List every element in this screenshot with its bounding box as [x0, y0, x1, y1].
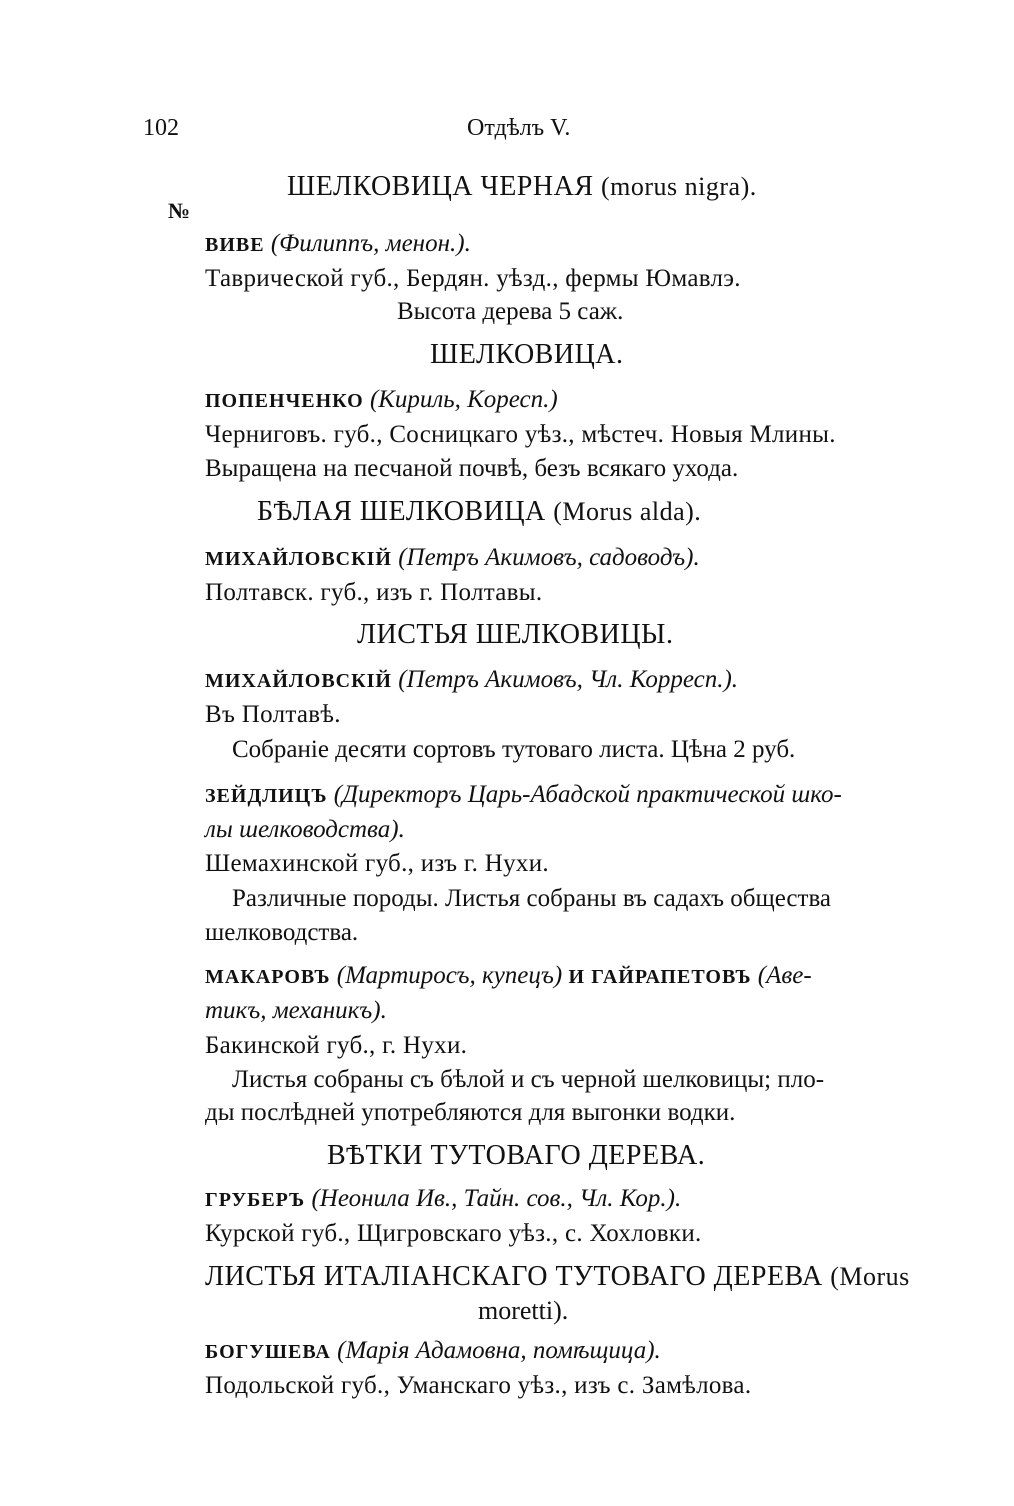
entry-note: Различные породы. Листья собраны въ садахъ общества	[232, 885, 832, 912]
exhibitor-description: (Марія Адамовна, помѣщица).	[337, 1337, 661, 1364]
exhibitor-description: (Мартиросъ, купецъ)	[336, 962, 563, 989]
exhibitor-name: ГРУБЕРЪ	[205, 1189, 306, 1211]
heading-text: БѢЛАЯ ШЕЛКОВИЦА	[257, 496, 546, 527]
section-header: Отдѣлъ V.	[467, 115, 571, 141]
entry-header	[205, 1336, 661, 1367]
exhibitor-name: ЗЕЙДЛИЦЪ	[205, 785, 328, 807]
entry-note: Выращена на песчаной почвѣ, безъ всякаго ухода.	[205, 455, 739, 482]
heading-black-mulberry	[287, 172, 757, 202]
heading-mulberry: ШЕЛКОВИЦА.	[430, 339, 624, 370]
entry-location: Подольской губ., Уманскаго уѣз., изъ с. Замѣлова.	[205, 1372, 752, 1399]
entry-header	[205, 961, 812, 992]
entry-location: Черниговъ. губ., Сосницкаго уѣз., мѣстеч. Новыя Млины.	[205, 421, 836, 448]
entry-header	[205, 385, 558, 416]
entry-header	[205, 780, 842, 811]
heading-text: ЛИСТЬЯ ИТАЛІАНСКАГО ТУТОВАГО ДЕРЕВА	[205, 1261, 823, 1292]
heading-latin: (Morus alda).	[553, 497, 702, 526]
entry-location: Полтавск. губ., изъ г. Полтавы.	[205, 579, 543, 606]
entry-location: Шемахинской губ., изъ г. Нухи.	[205, 850, 549, 877]
heading-text: ШЕЛКОВИЦА ЧЕРНАЯ	[287, 171, 594, 202]
entry-note-continued: шелководства.	[205, 919, 359, 946]
heading-latin-continued: moretti).	[478, 1296, 569, 1325]
exhibitor-description-continued: лы шелководства).	[205, 816, 405, 843]
heading-italian-mulberry-leaves	[205, 1262, 910, 1292]
entry-header	[205, 543, 700, 574]
entry-location: Таврической губ., Бердян. уѣзд., фермы Юмавлэ.	[205, 265, 741, 292]
heading-mulberry-branches: ВѢТКИ ТУТОВАГО ДЕРЕВА.	[327, 1140, 706, 1171]
number-mark: №	[168, 198, 191, 223]
exhibitor-name-second: ГАЙРАПЕТОВЪ	[591, 966, 752, 988]
exhibitor-description: (Филиппъ, менон.).	[270, 230, 471, 257]
exhibitor-name: МАКАРОВЪ	[205, 966, 331, 988]
exhibitor-name: ПОПЕНЧЕНКО	[205, 390, 364, 412]
entry-header	[205, 229, 471, 260]
exhibitor-name: МИХАЙЛОВСКІЙ	[205, 548, 392, 570]
entry-header	[205, 665, 738, 696]
exhibitor-name: ВИВЕ	[205, 234, 265, 256]
exhibitor-description: (Кириль, Кoресп.)	[369, 386, 558, 413]
conjunction: И	[568, 966, 586, 988]
entry-note: Собраніе десяти сортовъ тутоваго листа. Цѣна 2 руб.	[232, 736, 796, 763]
heading-white-mulberry	[257, 497, 701, 527]
entry-location: Курской губ., Щигровскаго уѣз., с. Хохловки.	[205, 1220, 702, 1247]
exhibitor-name: МИХАЙЛОВСКІЙ	[205, 670, 392, 692]
entry-header	[205, 1184, 681, 1215]
heading-latin: (Morus	[830, 1262, 910, 1291]
exhibitor-name: БОГУШЕВА	[205, 1341, 331, 1363]
heading-mulberry-leaves: ЛИСТЬЯ ШЕЛКОВИЦЫ.	[357, 619, 674, 650]
exhibitor-description: (Директоръ Царь-Абадской практической шко-	[333, 781, 842, 808]
exhibitor-description: (Неонила Ив., Тайн. сов., Чл. Кор.).	[311, 1185, 682, 1212]
exhibitor-description: (Петръ Акимовъ, садоводъ).	[398, 544, 700, 571]
entry-location: Въ Полтавѣ.	[205, 701, 341, 728]
exhibitor-description: (Петръ Акимовъ, Чл. Корресп.).	[398, 666, 739, 693]
exhibitor-description-continued: тикъ, механикъ).	[205, 997, 387, 1024]
exhibitor-description-second: (Авe-	[757, 962, 812, 989]
entry-location: Бакинской губ., г. Нухи.	[205, 1032, 468, 1059]
entry-note: Высота дерева 5 саж.	[397, 298, 624, 325]
entry-note: Листья собраны съ бѣлой и съ черной шелковицы; пло-	[232, 1066, 825, 1093]
entry-note-continued: ды послѣдней употребляются для выгонки водки.	[205, 1099, 736, 1126]
page-number: 102	[143, 115, 179, 141]
heading-latin: (morus nigra).	[601, 172, 757, 201]
